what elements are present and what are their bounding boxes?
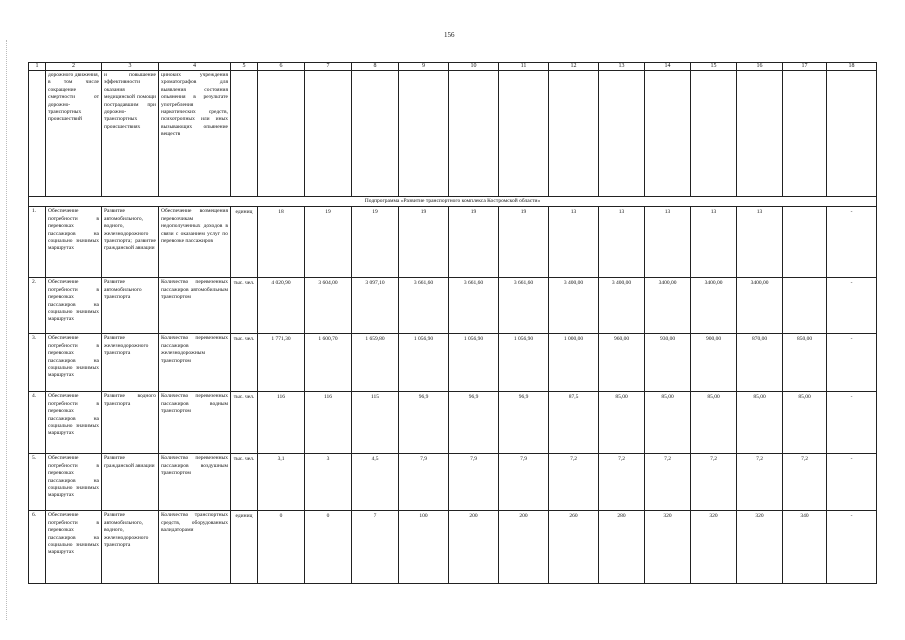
cell-value: 3 400,00 [599, 278, 645, 334]
cell-value: 18 [258, 207, 305, 278]
cell-value: 4 020,90 [258, 278, 305, 334]
cell-value: - [827, 334, 877, 392]
cell-goal: Обеспечение потребности в перевозках пассажиров на социально значимых маршрутах [46, 392, 102, 454]
cell-index: 3. [29, 334, 46, 392]
cell-value: 96,9 [449, 392, 499, 454]
cell-index: 6. [29, 511, 46, 584]
cell-goal: Обеспечение потребности в перевозках пассажиров на социально значимых маршрутах [46, 207, 102, 278]
header-cell: 8 [352, 63, 399, 71]
cell-empty [737, 71, 783, 197]
cell-value: 3 661,60 [449, 278, 499, 334]
cell-value: 7,9 [449, 454, 499, 511]
cell-task: Развитие автомобильного, водного, железнодорожного транспорта; развитие гражданской авиации [102, 207, 159, 278]
cell-value: 900,00 [691, 334, 737, 392]
cell-empty [827, 71, 877, 197]
cell-value: 13 [645, 207, 691, 278]
table-row-continued [29, 71, 877, 197]
cell-value: 1 771,30 [258, 334, 305, 392]
cell-unit: единиц [231, 207, 258, 278]
cell-empty [449, 71, 499, 197]
cell-value: 340 [783, 511, 827, 584]
table-row [29, 511, 877, 584]
cell-value: 116 [258, 392, 305, 454]
cell-value: 0 [305, 511, 352, 584]
subprogram-title: Подпрограмма «Развитие транспортного комплекса Костромской области» [29, 197, 877, 207]
cell-task: Развитие автомобильного, водного, железнодорожного транспорта [102, 511, 159, 584]
header-cell: 17 [783, 63, 827, 71]
cell-empty [258, 71, 305, 197]
cell-value: 1 600,70 [305, 334, 352, 392]
cell-value: 3 [305, 454, 352, 511]
cell-value: 320 [691, 511, 737, 584]
header-cell: 4 [159, 63, 231, 71]
cell-unit: тыс. чел. [231, 278, 258, 334]
cell-value: 19 [399, 207, 449, 278]
cell-value: - [827, 278, 877, 334]
cell-value: 3 661,60 [399, 278, 449, 334]
cell-value: 3 097,10 [352, 278, 399, 334]
cell-value: 320 [645, 511, 691, 584]
cell-value: 19 [352, 207, 399, 278]
header-cell: 16 [737, 63, 783, 71]
cell-task: Развитие автомобильного транспорта [102, 278, 159, 334]
header-cell: 15 [691, 63, 737, 71]
cell-value: 7,9 [399, 454, 449, 511]
cell-index: 2. [29, 278, 46, 334]
cell-value: 13 [599, 207, 645, 278]
cell-value: 870,00 [737, 334, 783, 392]
subprogram-row [29, 197, 877, 207]
cell-goal: Обеспечение потребности в перевозках пассажиров на социально значимых маршрутах [46, 334, 102, 392]
header-cell: 18 [827, 63, 877, 71]
cell-value [783, 207, 827, 278]
cell-value: 1 056,90 [499, 334, 549, 392]
cell-index: 4. [29, 392, 46, 454]
cell-value: 85,00 [737, 392, 783, 454]
cell-value: 1 056,90 [399, 334, 449, 392]
cell-task: и повышение эффективности оказания медицинской помощи пострадавшим при дорожно-транспортных происшествиях [102, 71, 159, 197]
cell-empty [599, 71, 645, 197]
cell-task: Развитие гражданской авиации [102, 454, 159, 511]
cell-value: 3 400,00 [549, 278, 599, 334]
page-number: 156 [444, 31, 455, 39]
cell-value: 3 661,60 [499, 278, 549, 334]
header-cell: 13 [599, 63, 645, 71]
cell-value: 1 000,00 [549, 334, 599, 392]
cell-value: 200 [499, 511, 549, 584]
cell-value: 19 [449, 207, 499, 278]
cell-empty [305, 71, 352, 197]
cell-goal: дорожного движения, в том числе сокращение смертности от дорожно-транспортных происшествий [46, 71, 102, 197]
cell-value: 19 [305, 207, 352, 278]
cell-value: 280 [599, 511, 645, 584]
header-cell: 3 [102, 63, 159, 71]
cell-goal: Обеспечение потребности в перевозках пассажиров на социально значимых маршрутах [46, 454, 102, 511]
cell-value: - [827, 511, 877, 584]
cell-value: 0 [258, 511, 305, 584]
cell-value: 260 [549, 511, 599, 584]
header-cell: 14 [645, 63, 691, 71]
cell-value: - [827, 454, 877, 511]
cell-indicator: циноких учреждения хроматографов для выявления состояния опьянения в результате употребления наркотических средств, психотропных или иных вызывающих опьянение веществ [159, 71, 231, 197]
cell-indicator: Количество транспортных средств, оборудованных валидаторами [159, 511, 231, 584]
table-row [29, 207, 877, 278]
cell-value: 1 056,90 [449, 334, 499, 392]
cell-unit: тыс. чел. [231, 392, 258, 454]
cell-value: 85,00 [599, 392, 645, 454]
cell-index: 1. [29, 207, 46, 278]
cell-value: 115 [352, 392, 399, 454]
cell-unit: тыс. чел. [231, 334, 258, 392]
cell-value: 200 [449, 511, 499, 584]
header-cell: 7 [305, 63, 352, 71]
cell-value: 13 [549, 207, 599, 278]
header-cell: 6 [258, 63, 305, 71]
cell-unit: тыс. чел. [231, 454, 258, 511]
indicators-table [28, 62, 877, 584]
cell-value: - [827, 207, 877, 278]
cell-task: Развитие водного транспорта [102, 392, 159, 454]
cell-empty [352, 71, 399, 197]
cell-value: 3 604,00 [305, 278, 352, 334]
header-cell: 2 [46, 63, 102, 71]
table-row [29, 392, 877, 454]
cell-empty [29, 71, 46, 197]
cell-value: 85,00 [783, 392, 827, 454]
cell-value: 3400,00 [691, 278, 737, 334]
cell-indicator: Количество перевезенных пассажиров автомобильным транспортом [159, 278, 231, 334]
cell-value: 7,2 [691, 454, 737, 511]
cell-value: 4,5 [352, 454, 399, 511]
cell-value: 7,2 [599, 454, 645, 511]
cell-value: 85,00 [691, 392, 737, 454]
cell-task: Развитие железнодорожного транспорта [102, 334, 159, 392]
header-cell: 11 [499, 63, 549, 71]
cell-value: 7,9 [499, 454, 549, 511]
header-cell: 12 [549, 63, 599, 71]
page-edge-dotted-line [6, 40, 7, 620]
cell-value: 13 [737, 207, 783, 278]
cell-value: 116 [305, 392, 352, 454]
cell-value: 1 659,80 [352, 334, 399, 392]
cell-value: 7,2 [549, 454, 599, 511]
header-row [29, 63, 877, 71]
cell-value: 96,9 [399, 392, 449, 454]
cell-indicator: Обеспечение возмещения перевозчикам недополученных доходов в связи с оказанием услуг по перевозке пассажиров [159, 207, 231, 278]
cell-index: 5. [29, 454, 46, 511]
table-row [29, 454, 877, 511]
cell-empty [231, 71, 258, 197]
cell-value: 13 [691, 207, 737, 278]
cell-value: 3400,00 [737, 278, 783, 334]
cell-empty [783, 71, 827, 197]
cell-value: - [827, 392, 877, 454]
cell-value: 7,2 [783, 454, 827, 511]
table-row [29, 278, 877, 334]
table-row [29, 334, 877, 392]
header-cell: 9 [399, 63, 449, 71]
header-cell: 1 [29, 63, 46, 71]
cell-value: 3,1 [258, 454, 305, 511]
cell-value: 7,2 [737, 454, 783, 511]
cell-value: 7 [352, 511, 399, 584]
cell-indicator: Количество перевезенных пассажиров воздушным транспортом [159, 454, 231, 511]
cell-value: 320 [737, 511, 783, 584]
cell-value: 930,00 [645, 334, 691, 392]
cell-value: 96,9 [499, 392, 549, 454]
cell-value: 850,00 [783, 334, 827, 392]
cell-value: 7,2 [645, 454, 691, 511]
cell-value: 3400,00 [645, 278, 691, 334]
cell-empty [645, 71, 691, 197]
cell-empty [399, 71, 449, 197]
cell-value: 85,00 [645, 392, 691, 454]
cell-indicator: Количество перевезенных пассажиров железнодорожным транспортом [159, 334, 231, 392]
cell-goal: Обеспечение потребности в перевозках пассажиров на социально значимых маршрутах [46, 511, 102, 584]
cell-empty [499, 71, 549, 197]
header-cell: 10 [449, 63, 499, 71]
cell-goal: Обеспечение потребности в перевозках пассажиров на социально значимых маршрутах [46, 278, 102, 334]
cell-value: 87,5 [549, 392, 599, 454]
cell-value: 100 [399, 511, 449, 584]
cell-empty [691, 71, 737, 197]
header-cell: 5 [231, 63, 258, 71]
cell-value [783, 278, 827, 334]
cell-value: 960,00 [599, 334, 645, 392]
cell-unit: единиц [231, 511, 258, 584]
cell-indicator: Количество перевезенных пассажиров водным транспортом [159, 392, 231, 454]
cell-empty [549, 71, 599, 197]
cell-value: 19 [499, 207, 549, 278]
